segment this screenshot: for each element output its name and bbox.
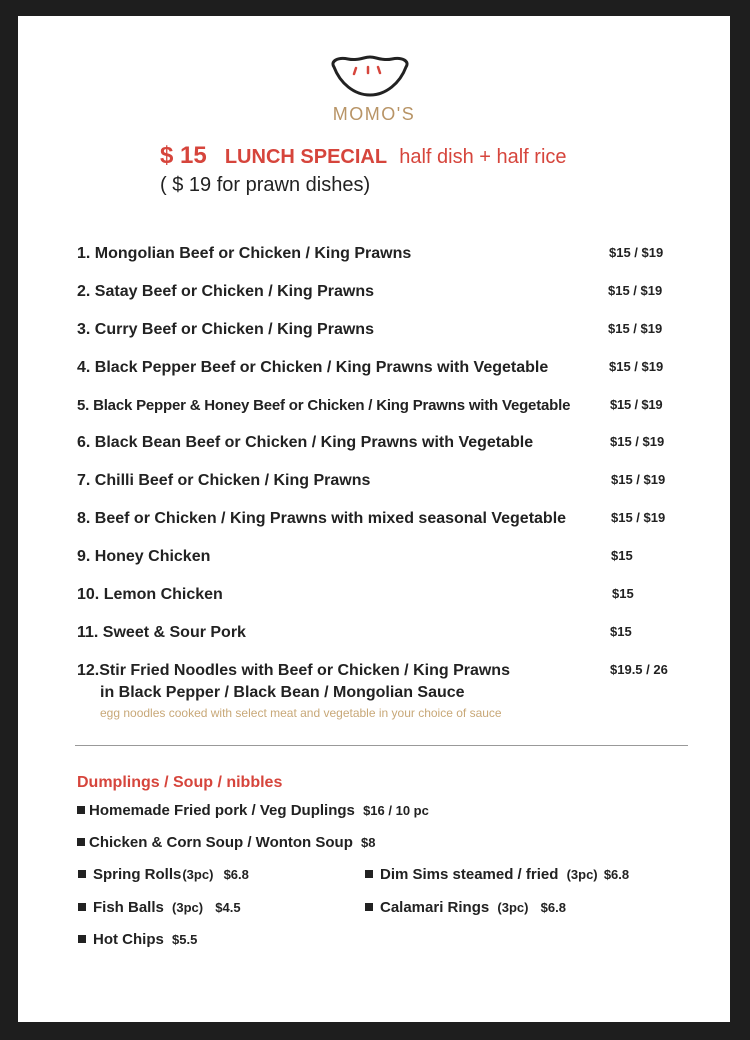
menu-item-price: $15 / $19: [610, 397, 663, 412]
side-item-name: Hot Chips: [93, 931, 164, 948]
side-item-dim-sims: [365, 866, 629, 883]
section-divider: [75, 745, 688, 746]
bullet-icon: [77, 838, 85, 846]
side-item-price: $8: [361, 835, 376, 850]
side-item-spring-rolls: [78, 866, 249, 883]
side-item-name: Homemade Fried pork / Veg Duplings: [89, 802, 355, 819]
bullet-icon: [365, 903, 373, 911]
menu-item-name: 8. Beef or Chicken / King Prawns with mixed seasonal Vegetable: [77, 510, 567, 527]
side-item-price: $16 / 10 pc: [363, 803, 429, 818]
menu-item-name: 2. Satay Beef or Chicken / King Prawns: [77, 283, 374, 300]
menu-item-name: 1. Mongolian Beef or Chicken / King Prawns: [77, 245, 412, 262]
menu-page: [18, 16, 730, 1022]
side-item-hot-chips: [78, 931, 197, 948]
menu-item: [77, 397, 697, 414]
side-item-price: $5.5: [172, 932, 198, 947]
menu-item-name: 3. Curry Beef or Chicken / King Prawns: [77, 321, 374, 338]
menu-item-name: 4. Black Pepper Beef or Chicken / King Prawns with Vegetable: [77, 359, 549, 376]
bullet-icon: [365, 870, 373, 878]
dumpling-logo-icon: [328, 53, 412, 99]
side-item-calamari: [365, 899, 566, 916]
menu-item: [77, 359, 697, 377]
menu-item-price: $15 / $19: [609, 245, 664, 260]
bullet-icon: [78, 903, 86, 911]
menu-item-price: $15 / $19: [608, 283, 663, 298]
bullet-icon: [78, 935, 86, 943]
special-description: half dish + half rice: [399, 146, 567, 168]
menu-item: [77, 321, 697, 339]
menu-item: [77, 586, 697, 604]
side-item-price: $6.8: [540, 900, 566, 915]
menu-item-sauce-options: in Black Pepper / Black Bean / Mongolian Sauce: [100, 684, 465, 701]
menu-item-name: 10. Lemon Chicken: [77, 586, 223, 603]
menu-item: [77, 434, 697, 452]
menu-item-price: $15: [612, 586, 634, 601]
side-item-name: Spring Rolls: [93, 866, 182, 883]
side-item-qty: (3pc): [182, 867, 214, 882]
menu-item-price: $15 / $19: [608, 321, 663, 336]
side-item-fish-balls: [78, 899, 241, 916]
menu-item-name: 6. Black Bean Beef or Chicken / King Prawns with Vegetable: [77, 434, 534, 451]
menu-item: [77, 624, 697, 642]
menu-item: [77, 283, 697, 301]
side-item-name: Fish Balls: [93, 899, 164, 916]
side-item-price: $4.5: [215, 900, 241, 915]
menu-item: [77, 245, 697, 263]
menu-item-note: egg noodles cooked with select meat and vegetable in your choice of sauce: [100, 706, 502, 720]
side-item-soup: [77, 834, 376, 851]
menu-item-price: $15 / $19: [611, 472, 666, 487]
menu-item-name: 12.Stir Fried Noodles with Beef or Chicken / King Prawns: [77, 662, 510, 679]
menu-item-price: $15: [610, 624, 632, 639]
menu-item-price: $15: [611, 548, 633, 563]
brand-name: MOMO'S: [332, 104, 416, 124]
side-item-qty: (3pc): [497, 900, 529, 915]
menu-item-price: $15 / $19: [611, 510, 666, 525]
special-price: $ 15: [160, 142, 207, 169]
bullet-icon: [78, 870, 86, 878]
side-item-qty: (3pc): [566, 867, 598, 882]
menu-item: [77, 548, 697, 566]
side-item-name: Chicken & Corn Soup / Wonton Soup: [89, 834, 353, 851]
side-item-qty: (3pc): [172, 900, 204, 915]
side-item-name: Dim Sims steamed / fried: [380, 866, 559, 883]
bullet-icon: [77, 806, 85, 814]
side-item-name: Calamari Rings: [380, 899, 490, 916]
menu-item-name: 7. Chilli Beef or Chicken / King Prawns: [77, 472, 371, 489]
special-title: LUNCH SPECIAL: [224, 146, 388, 168]
menu-item: [77, 472, 697, 490]
menu-item-price: $15 / $19: [610, 434, 665, 449]
lunch-special-heading: [160, 142, 567, 170]
menu-item-price: $19.5 / 26: [610, 662, 668, 677]
side-item-price: $6.8: [223, 867, 249, 882]
menu-item-name: 9. Honey Chicken: [77, 548, 211, 565]
menu-item-name: 11. Sweet & Sour Pork: [77, 624, 246, 641]
menu-item: [77, 662, 697, 720]
side-item-price: $6.8: [603, 867, 630, 882]
sides-section-title: Dumplings / Soup / nibbles: [77, 774, 283, 791]
menu-item: [77, 510, 697, 528]
menu-item-price: $15 / $19: [609, 359, 664, 374]
prawn-price-note: ( $ 19 for prawn dishes): [160, 174, 371, 196]
side-item-dumplings: [77, 802, 429, 819]
menu-item-name: 5. Black Pepper & Honey Beef or Chicken / King Prawns with Vegetable: [77, 397, 571, 414]
